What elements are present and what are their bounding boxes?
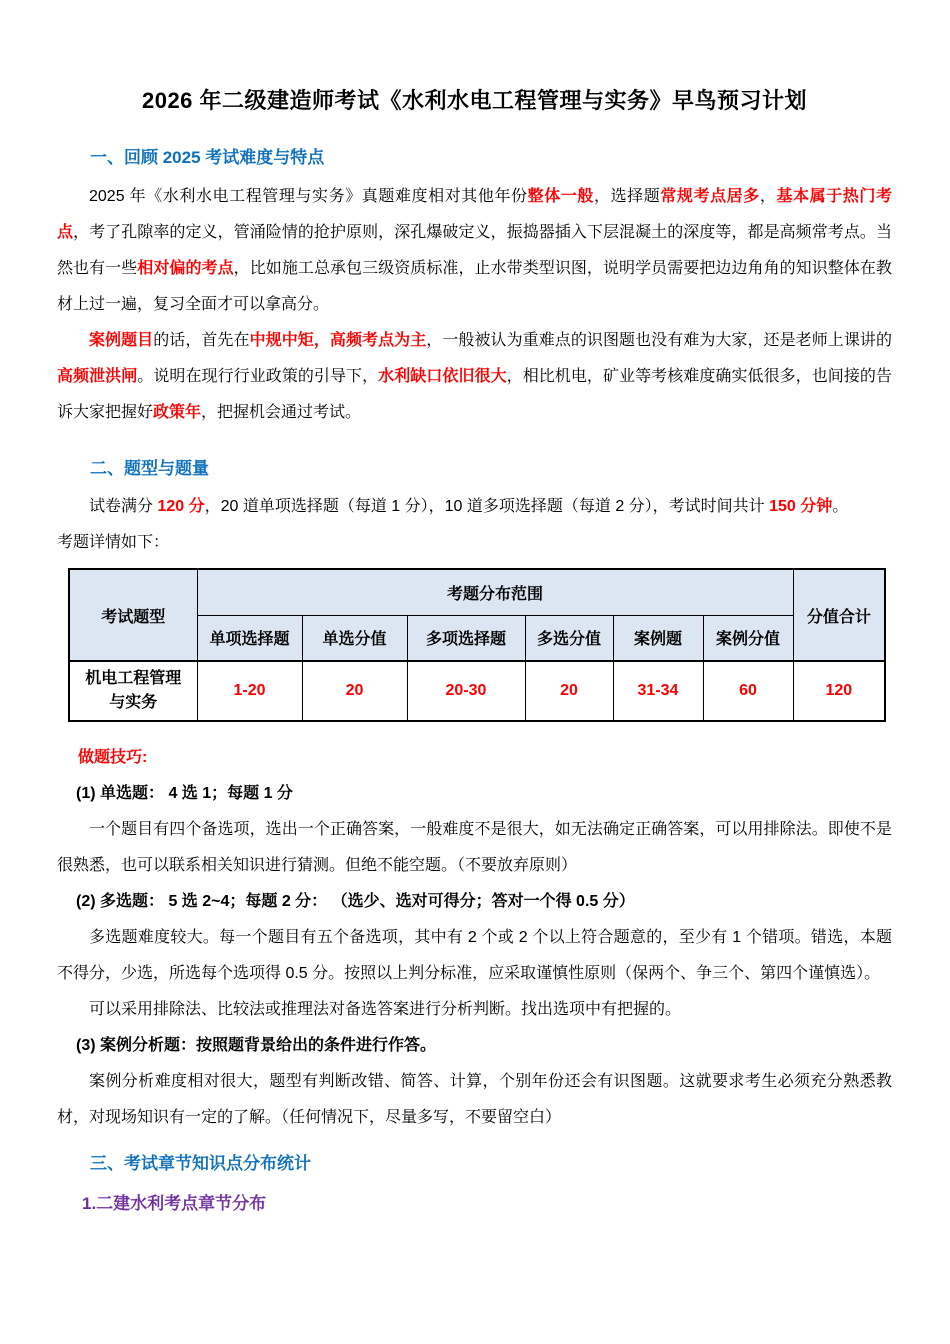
para-case-analysis xyxy=(57,1064,892,1136)
para-case-questions xyxy=(57,323,892,431)
para-review-overview xyxy=(57,179,892,323)
cell-value-5: 60 xyxy=(703,661,793,721)
text-run: ，相比机电，矿业等考核难度确实低很多，也间接的告诉大家把握好 xyxy=(57,368,892,421)
tips-heading xyxy=(57,740,892,776)
text-run: 的话，首先在 xyxy=(153,332,250,349)
cell-value-2: 20-30 xyxy=(407,661,525,721)
col-subheader-2: 多项选择题 xyxy=(407,615,525,661)
subheading-single-choice xyxy=(57,776,892,812)
highlighted-text: 案例题目 xyxy=(89,332,154,349)
col-subheader-5: 案例分值 xyxy=(703,615,793,661)
highlighted-text: 常规考点居多 xyxy=(660,188,760,205)
para-single-choice xyxy=(57,812,892,884)
text-run: 案例分析难度相对很大，题型有判断改错、简答、计算，个别年份还会有识图题。这就要求考生必须充分熟悉教材，对现场知识有一定的了解。（任何情况下，尽量多写，不要留空白） xyxy=(57,1073,892,1126)
document-body xyxy=(57,146,892,1216)
text-run: ，比如施工总承包三级资质标准，止水带类型识图，说明学员需要把边边角角的知识整体在教材上过一遍，复习全面才可以拿高分。 xyxy=(57,260,892,313)
text-run: 。说明在现行行业政策的引导下， xyxy=(137,368,379,385)
col-header-distribution: 考题分布范围 xyxy=(197,569,793,615)
subheading-multi-choice xyxy=(57,884,892,920)
text-run: ， xyxy=(759,188,777,205)
text-run: 2025 年《水利水电工程管理与实务》真题难度相对其他年份 xyxy=(89,188,528,205)
text-run: 可以采用排除法、比较法或推理法对备选答案进行分析判断。找出选项中有把握的。 xyxy=(89,1001,682,1018)
cell-value-1: 20 xyxy=(302,661,407,721)
text-run: ，考了孔隙率的定义，管涌险情的抢护原则，深孔爆破定义，振捣器插入下层混凝土的深度等，都是高频常考点。当然也有一些 xyxy=(57,224,892,277)
document-title: 2026 年二级建造师考试《水利水电工程管理与实务》早鸟预习计划 xyxy=(141,88,808,113)
text-run: 一个题目有四个备选项，选出一个正确答案，一般难度不是很大，如无法确定正确答案，可以用排除法。即使不是很熟悉，也可以联系相关知识进行猜测。但绝不能空题。（不要放弃原则） xyxy=(57,821,892,874)
text-run: 考题详情如下： xyxy=(57,534,170,551)
text-run: (1) 单选题： 4 选 1；每题 1 分 xyxy=(76,785,293,802)
text-run: 做题技巧: xyxy=(78,749,148,766)
cell-value-3: 20 xyxy=(525,661,613,721)
exam-structure-table xyxy=(68,568,886,722)
text-run: 试卷满分 xyxy=(89,498,158,515)
highlighted-text: 中规中矩，高频考点为主 xyxy=(249,332,427,349)
highlighted-text: 高频泄洪闸 xyxy=(57,368,138,385)
text-run: (2) 多选题： 5 选 2~4；每题 2 分： （选少、选对可得分；答对一个得 0.5 分） xyxy=(76,893,635,910)
highlighted-text: 120 分 xyxy=(157,498,205,515)
subheading-case-analysis xyxy=(57,1028,892,1064)
text-run: (3) 案例分析题：按照题背景给出的条件进行作答。 xyxy=(76,1037,437,1054)
subheading-chapter-distribution xyxy=(57,1192,892,1216)
para-exam-overview xyxy=(57,489,892,561)
highlighted-text: 基本属于热门考点 xyxy=(57,188,892,241)
highlighted-text: 相对偏的考点 xyxy=(137,260,234,277)
para-multi-choice xyxy=(57,920,892,992)
section-heading-chapter-stats xyxy=(57,1152,892,1176)
text-run: ，选择题 xyxy=(594,188,661,205)
text-run: 三、考试章节知识点分布统计 xyxy=(90,1154,311,1173)
col-subheader-4: 案例题 xyxy=(613,615,703,661)
col-subheader-3: 多选分值 xyxy=(525,615,613,661)
section-heading-review xyxy=(57,146,892,170)
col-header-question-type: 考试题型 xyxy=(69,569,197,661)
text-run: ，把握机会通过考试。 xyxy=(201,404,362,421)
text-run: 一、回顾 2025 考试难度与特点 xyxy=(90,148,325,167)
cell-value-0: 1-20 xyxy=(197,661,302,721)
col-subheader-1: 单选分值 xyxy=(302,615,407,661)
text-run: 多选题难度较大。每一个题目有五个备选项，其中有 2 个或 2 个以上符合题意的，至少有 1 个错项。错选，本题不得分，少选，所选每个选项得 0.5 分。按照以上判分标准，应采取谨慎性原则（保两个、争三个、第四个谨慎选）。 xyxy=(57,929,892,982)
section-heading-question-types xyxy=(57,457,892,481)
highlighted-text: 整体一般 xyxy=(527,188,594,205)
col-header-total-score: 分值合计 xyxy=(793,569,885,661)
para-elimination-method xyxy=(57,992,892,1028)
highlighted-text: 水利缺口依旧很大 xyxy=(378,368,507,385)
row-label-subject: 机电工程管理 与实务 xyxy=(69,661,197,721)
col-subheader-0: 单项选择题 xyxy=(197,615,302,661)
highlighted-text: 政策年 xyxy=(153,404,202,421)
text-run: 。 xyxy=(832,498,849,515)
text-run: ，一般被认为重难点的识图题也没有难为大家，还是老师上课讲的 xyxy=(426,332,892,349)
cell-total-score: 120 xyxy=(793,661,885,721)
text-run: 二、题型与题量 xyxy=(90,459,209,478)
table-row xyxy=(69,661,885,721)
text-run: ，20 道单项选择题（每道 1 分），10 道多项选择题（每道 2 分），考试时间共计 xyxy=(204,498,770,515)
cell-value-4: 31-34 xyxy=(613,661,703,721)
highlighted-text: 150 分钟 xyxy=(769,498,833,515)
text-run: 1.二建水利考点章节分布 xyxy=(82,1194,267,1213)
